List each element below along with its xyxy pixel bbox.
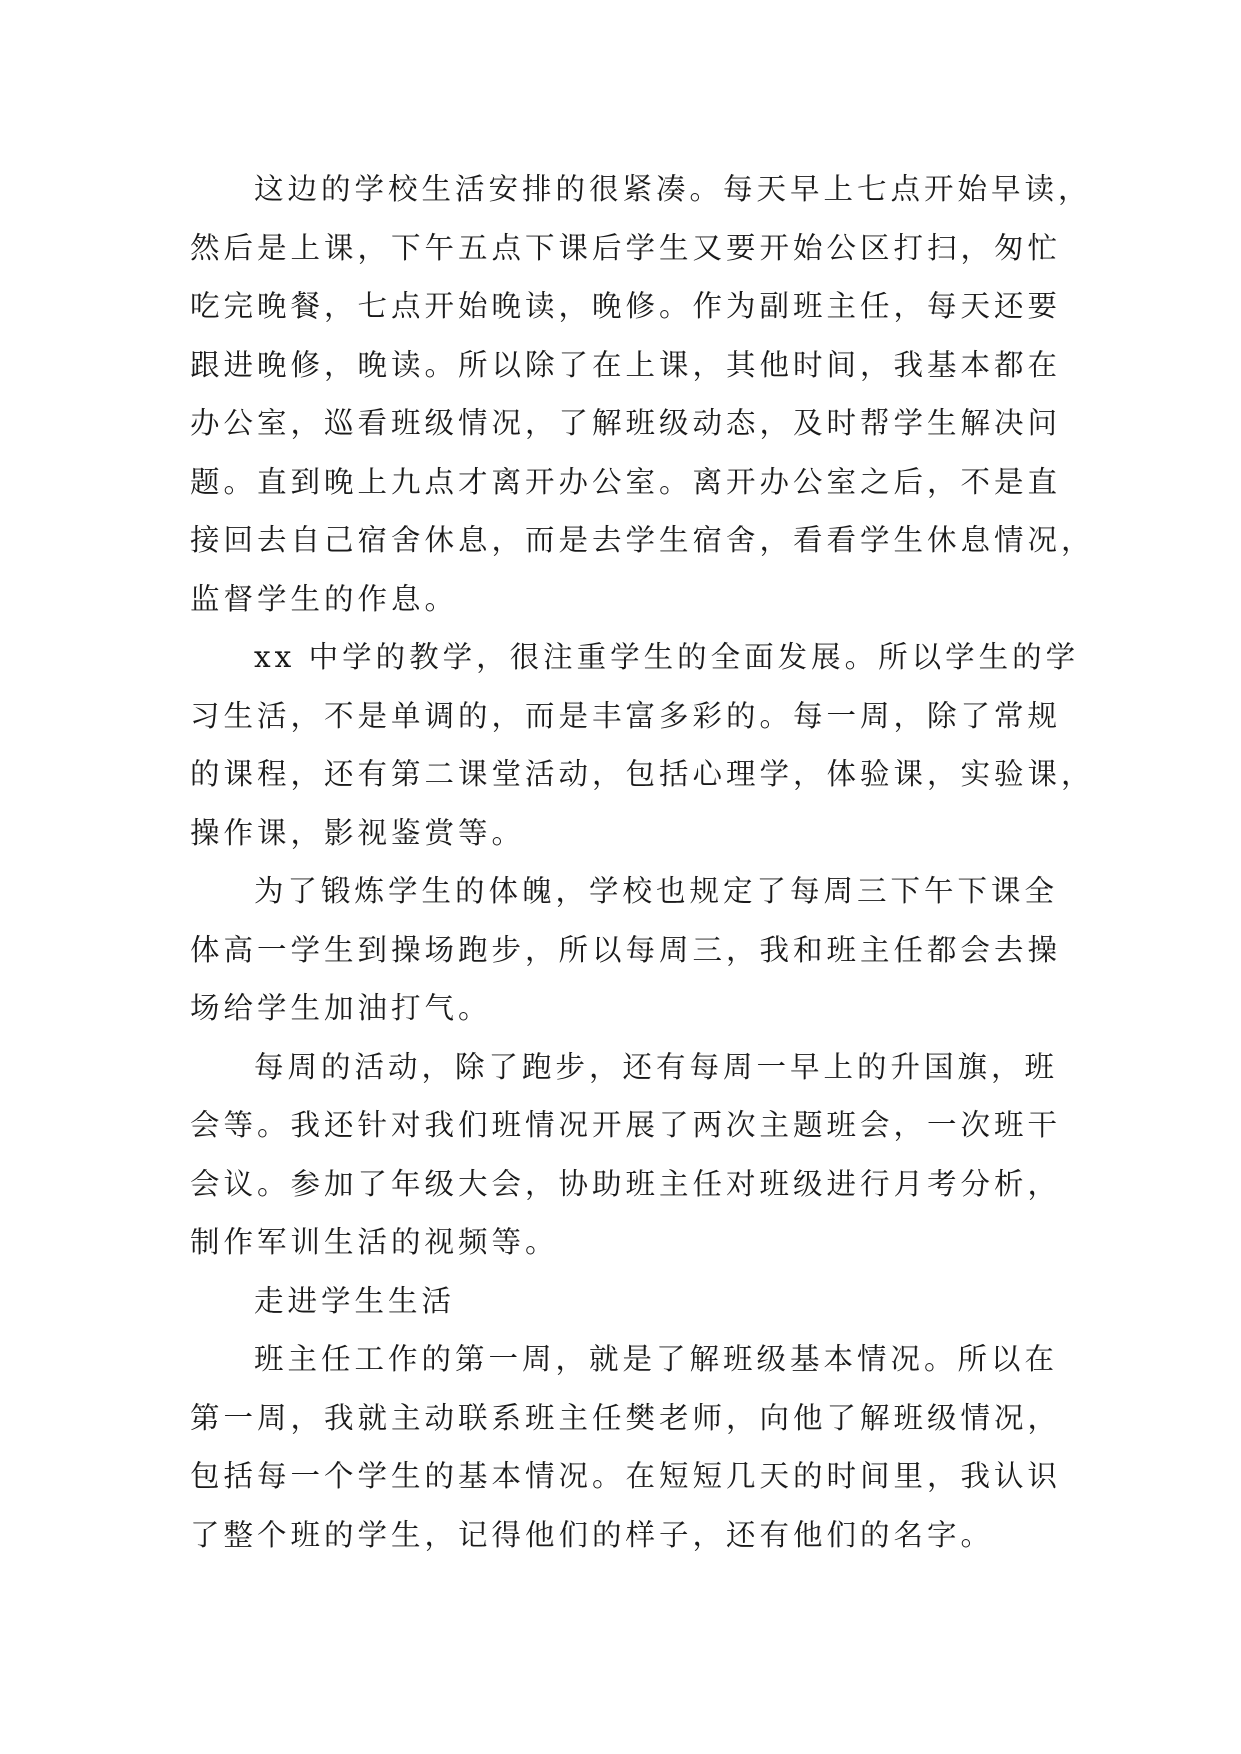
text-line: 为了锻炼学生的体魄，学校也规定了每周三下午下课全 bbox=[254, 874, 1059, 908]
text-line: 接回去自己宿舍休息，而是去学生宿舍，看看学生休息情况， bbox=[190, 523, 1095, 557]
text-line: 然后是上课，下午五点下课后学生又要开始公区打扫，匆忙 bbox=[190, 230, 1062, 265]
text-line: 体高一学生到操场跑步，所以每周三，我和班主任都会去操 bbox=[190, 932, 1062, 967]
text-line: xx 中学的教学，很注重学生的全面发展。所以学生的学 bbox=[254, 640, 1080, 674]
text-line: 这边的学校生活安排的很紧凑。每天早上七点开始早读， bbox=[254, 172, 1092, 206]
text-line: 操作课，影视鉴赏等。 bbox=[190, 815, 526, 850]
text-line: 吃完晚餐，七点开始晚读，晚修。作为副班主任，每天还要 bbox=[190, 289, 1062, 323]
text-line: 每周的活动，除了跑步，还有每周一早上的升国旗，班 bbox=[254, 1049, 1059, 1084]
text-line: 跟进晚修，晚读。所以除了在上课，其他时间，我基本都在 bbox=[190, 347, 1062, 382]
text-line: 制作军训生活的视频等。 bbox=[190, 1225, 559, 1259]
text-line: 的课程，还有第二课堂活动，包括心理学，体验课，实验课， bbox=[190, 757, 1095, 791]
text-line: 班主任工作的第一周，就是了解班级基本情况。所以在 bbox=[254, 1342, 1059, 1376]
text-line: 题。直到晚上九点才离开办公室。离开办公室之后，不是直 bbox=[190, 464, 1062, 499]
text-line: 办公室，巡看班级情况，了解班级动态，及时帮学生解决问 bbox=[190, 406, 1062, 440]
text-line: 走进学生生活 bbox=[254, 1283, 456, 1318]
text-line: 习生活，不是单调的，而是丰富多彩的。每一周，除了常规 bbox=[190, 698, 1062, 733]
text-line: 场给学生加油打气。 bbox=[190, 991, 492, 1025]
text-line: 第一周，我就主动联系班主任樊老师，向他了解班级情况， bbox=[190, 1400, 1062, 1435]
text-line: 监督学生的作息。 bbox=[190, 581, 459, 616]
text-line: 包括每一个学生的基本情况。在短短几天的时间里，我认识 bbox=[190, 1459, 1062, 1493]
text-line: 会议。参加了年级大会，协助班主任对班级进行月考分析， bbox=[190, 1166, 1062, 1201]
text-line: 了整个班的学生，记得他们的样子，还有他们的名字。 bbox=[190, 1517, 995, 1552]
text-line: 会等。我还针对我们班情况开展了两次主题班会，一次班干 bbox=[190, 1108, 1062, 1142]
document-body bbox=[190, 160, 1095, 1564]
